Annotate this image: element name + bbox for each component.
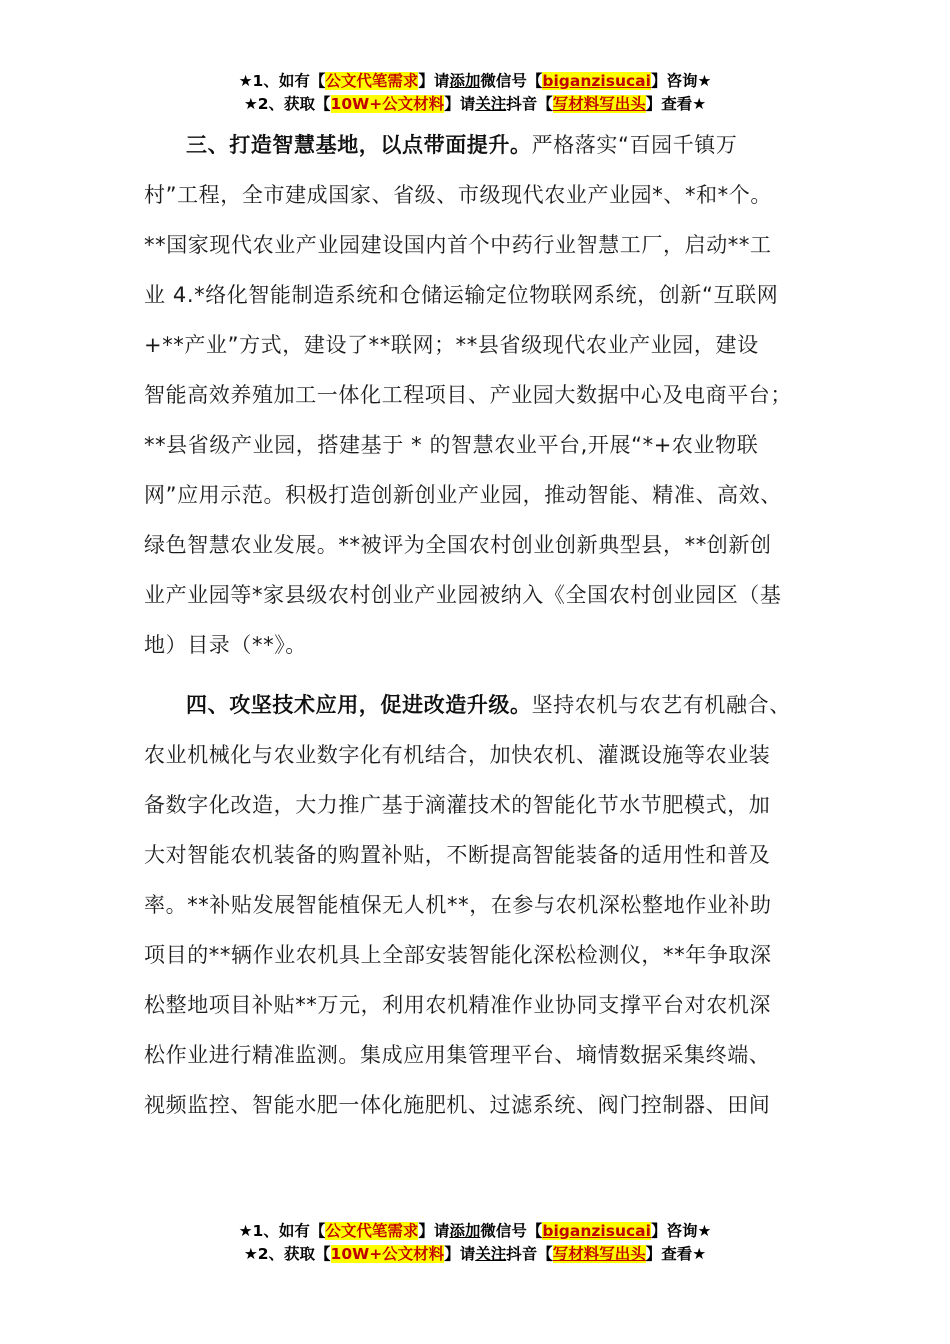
banner-wechat-id: biganzisucai (542, 72, 651, 90)
banner-line-1 (0, 1220, 950, 1243)
paragraph-text: 严格落实“百园千镇万 (531, 133, 738, 157)
paragraph-line (144, 120, 834, 170)
paragraph-line: 绿色智慧农业发展。**被评为全国农村创业创新典型县，**创新创 (144, 533, 772, 557)
paragraph-line: **国家现代农业产业园建设国内首个中药行业智慧工厂，启动**工 (144, 233, 772, 257)
paragraph-line: 业产业园等*家县级农村创业产业园被纳入《全国农村创业园区（基 (144, 583, 782, 607)
footer-banner (0, 1220, 950, 1266)
section-heading: 四、攻坚技术应用，促进改造升级。 (186, 693, 532, 717)
banner-text: ★2、获取【 (243, 95, 331, 113)
banner-text: 微信号【 (480, 72, 543, 90)
banner-line-2 (0, 93, 950, 116)
paragraph-line: 智能高效养殖加工一体化工程项目、产业园大数据中心及电商平台； (144, 383, 792, 407)
banner-underlined-text: 添加 (449, 72, 481, 90)
banner-text: 抖音【 (506, 95, 553, 113)
banner-highlight: 公文代笔需求 (325, 1222, 419, 1240)
banner-text: 抖音【 (506, 1245, 553, 1263)
banner-highlight: 10W+公文材料 (330, 1245, 445, 1263)
banner-line-1 (0, 70, 950, 93)
paragraph-line: 村”工程，全市建成国家、省级、市级现代农业产业园*、*和*个。 (144, 183, 772, 207)
banner-underlined-text: 添加 (449, 1222, 481, 1240)
banner-douyin-id: 写材料写出头 (552, 95, 646, 113)
paragraph-line: 松作业进行精准监测。集成应用集管理平台、墒情数据采集终端、 (144, 1043, 771, 1067)
paragraph-line: 网”应用示范。积极打造创新创业产业园，推动智能、精准、高效、 (144, 483, 782, 507)
banner-text: ★1、如有【 (238, 72, 326, 90)
paragraph-line: **县省级产业园，搭建基于 * 的智慧农业平台,开展“*+农业物联 (144, 433, 759, 457)
banner-wechat-id: biganzisucai (542, 1222, 651, 1240)
banner-text: ★2、获取【 (243, 1245, 331, 1263)
banner-text: 】请 (418, 72, 450, 90)
banner-highlight: 公文代笔需求 (325, 72, 419, 90)
banner-underlined-text: 关注 (475, 1245, 507, 1263)
paragraph-section-3 (144, 120, 834, 670)
banner-text: 】请 (418, 1222, 450, 1240)
banner-text: 】请 (444, 1245, 476, 1263)
paragraph-line: 视频监控、智能水肥一体化施肥机、过滤系统、阀门控制器、田间 (144, 1093, 771, 1117)
paragraph-section-4 (144, 680, 834, 1130)
paragraph-line: 地）目录（**》。 (144, 633, 307, 657)
paragraph-line: 松整地项目补贴**万元，利用农机精准作业协同支撑平台对农机深 (144, 993, 771, 1017)
paragraph-text: 坚持农机与农艺有机融合、 (531, 693, 791, 717)
banner-text: 】咨询★ (650, 1222, 712, 1240)
banner-underlined-text: 关注 (475, 95, 507, 113)
paragraph-line: 率。**补贴发展智能植保无人机**，在参与农机深松整地作业补助 (144, 893, 772, 917)
paragraph-line: 业 4.*络化智能制造系统和仓储运输定位物联网系统，创新“互联网 (144, 283, 779, 307)
paragraph-line (144, 680, 834, 730)
paragraph-line: 大对智能农机装备的购置补贴，不断提高智能装备的适用性和普及 (144, 843, 771, 867)
banner-text: ★1、如有【 (238, 1222, 326, 1240)
banner-text: 】查看★ (645, 95, 707, 113)
banner-douyin-id: 写材料写出头 (552, 1245, 646, 1263)
banner-line-2 (0, 1243, 950, 1266)
banner-text: 】咨询★ (650, 72, 712, 90)
paragraph-line: 备数字化改造，大力推广基于滴灌技术的智能化节水节肥模式，加 (144, 793, 771, 817)
paragraph-line: 农业机械化与农业数字化有机结合，加快农机、灌溉设施等农业装 (144, 743, 771, 767)
banner-text: 】请 (444, 95, 476, 113)
header-banner (0, 70, 950, 116)
banner-highlight: 10W+公文材料 (330, 95, 445, 113)
banner-text: 微信号【 (480, 1222, 543, 1240)
banner-text: 】查看★ (645, 1245, 707, 1263)
paragraph-line: 项目的**辆作业农机具上全部安装智能化深松检测仪，**年争取深 (144, 943, 772, 967)
section-heading: 三、打造智慧基地，以点带面提升。 (186, 133, 532, 157)
paragraph-line: +**产业”方式，建设了**联网；**县省级现代农业产业园，建设 (144, 333, 759, 357)
